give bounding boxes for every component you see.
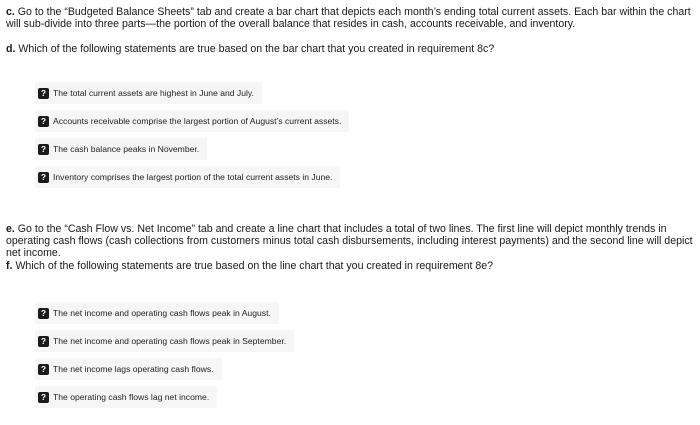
option-f-4[interactable] (35, 386, 217, 408)
option-d-3-text: The cash balance peaks in November. (53, 144, 200, 154)
option-f-2-text: The net income and operating cash flows peak in September. (53, 336, 287, 346)
option-d-2[interactable] (35, 110, 349, 132)
option-d-2-text: Accounts receivable comprise the largest portion of August’s current assets. (53, 116, 342, 126)
requirement-f (6, 260, 694, 272)
requirement-d (6, 43, 694, 55)
question-icon: ? (38, 392, 49, 403)
question-icon: ? (38, 336, 49, 347)
requirement-f-options (35, 302, 294, 414)
option-f-2[interactable] (35, 330, 294, 352)
option-d-3[interactable] (35, 138, 207, 160)
requirement-d-text: Which of the following statements are true based on the bar chart that you created in requirement 8c? (18, 43, 495, 55)
requirement-c-letter: c. (6, 6, 15, 18)
requirement-e-text: Go to the “Cash Flow vs. Net Income” tab and create a line chart that includes a total of two lines. The first line will depict monthly trends in operating cash flows (cash collections from customers minus total cash disbursements, including interest payments) and the second line will depict net income. (6, 223, 693, 260)
requirement-c-text: Go to the “Budgeted Balance Sheets” tab and create a bar chart that depicts each month’s ending total current assets. Each bar within the chart will sub-divide into three parts—the portion of the overall balance that resides in cash, accounts receivable, and inventory. (6, 6, 691, 31)
question-icon: ? (38, 308, 49, 319)
question-icon: ? (38, 364, 49, 375)
option-f-1-text: The net income and operating cash flows peak in August. (53, 308, 271, 318)
question-icon: ? (38, 116, 49, 127)
requirement-e-letter: e. (6, 223, 15, 235)
requirement-d-letter: d. (6, 43, 16, 55)
option-f-1[interactable] (35, 302, 279, 324)
requirement-e (6, 223, 694, 260)
requirement-f-text: Which of the following statements are true based on the line chart that you created in requirement 8e? (15, 260, 494, 272)
option-d-1[interactable] (35, 82, 262, 104)
option-d-1-text: The total current assets are highest in June and July. (53, 88, 254, 98)
requirement-d-options (35, 82, 349, 194)
question-icon: ? (38, 144, 49, 155)
option-d-4[interactable] (35, 166, 340, 188)
question-icon: ? (38, 172, 49, 183)
question-icon: ? (38, 88, 49, 99)
option-f-3[interactable] (35, 358, 222, 380)
requirement-f-letter: f. (6, 260, 13, 272)
option-f-4-text: The operating cash flows lag net income. (53, 392, 210, 402)
option-d-4-text: Inventory comprises the largest portion of the total current assets in June. (53, 172, 333, 182)
requirement-c (6, 6, 694, 30)
option-f-3-text: The net income lags operating cash flows. (53, 364, 214, 374)
